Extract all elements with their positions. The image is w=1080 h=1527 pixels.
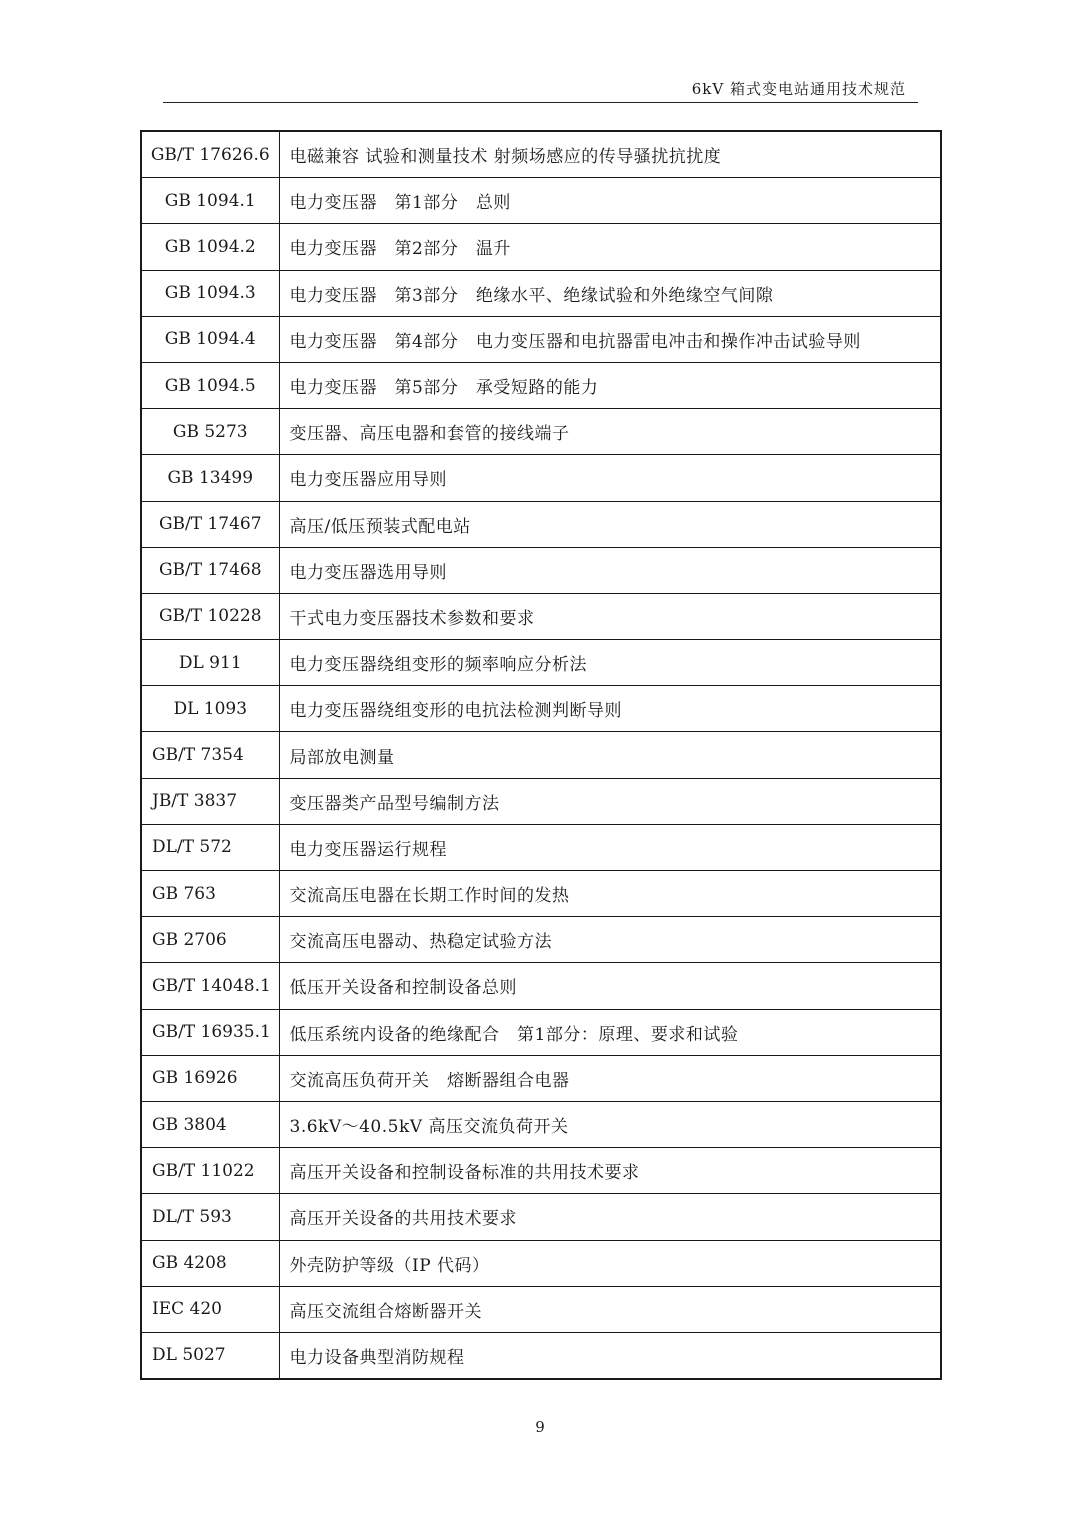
- table-row: [141, 316, 941, 362]
- page-header: [163, 74, 918, 103]
- standard-title: 电力变压器 第4部分 电力变压器和电抗器雷电冲击和操作冲击试验导则: [279, 316, 941, 362]
- standard-code: JB/T 3837: [141, 778, 279, 824]
- standard-title: 高压开关设备的共用技术要求: [279, 1194, 941, 1240]
- table-row: [141, 593, 941, 639]
- table-row: [141, 1148, 941, 1194]
- table-row: [141, 871, 941, 917]
- standard-code: IEC 420: [141, 1286, 279, 1332]
- standard-title: 电力设备典型消防规程: [279, 1332, 941, 1379]
- table-row: [141, 362, 941, 408]
- standard-code: GB 1094.4: [141, 316, 279, 362]
- standard-title: 电力变压器绕组变形的频率响应分析法: [279, 640, 941, 686]
- table-row: [141, 1009, 941, 1055]
- table-row: [141, 1055, 941, 1101]
- standard-code: GB 1094.1: [141, 178, 279, 224]
- standard-code: GB 5273: [141, 409, 279, 455]
- table-row: [141, 131, 941, 178]
- standard-code: GB/T 7354: [141, 732, 279, 778]
- standard-title: 变压器、高压电器和套管的接线端子: [279, 409, 941, 455]
- standard-title: 局部放电测量: [279, 732, 941, 778]
- standard-title: 干式电力变压器技术参数和要求: [279, 593, 941, 639]
- standard-title: 3.6kV～40.5kV 高压交流负荷开关: [279, 1101, 941, 1147]
- standard-code: GB/T 17626.6: [141, 131, 279, 178]
- standard-title: 高压开关设备和控制设备标准的共用技术要求: [279, 1148, 941, 1194]
- standard-title: 低压系统内设备的绝缘配合 第1部分：原理、要求和试验: [279, 1009, 941, 1055]
- standard-title: 电力变压器运行规程: [279, 824, 941, 870]
- standard-title: 交流高压电器动、热稳定试验方法: [279, 917, 941, 963]
- standard-code: GB 3804: [141, 1101, 279, 1147]
- table-row: [141, 455, 941, 501]
- standard-code: DL 911: [141, 640, 279, 686]
- standard-code: DL 5027: [141, 1332, 279, 1379]
- standard-code: DL 1093: [141, 686, 279, 732]
- standard-title: 高压交流组合熔断器开关: [279, 1286, 941, 1332]
- standard-title: 电力变压器选用导则: [279, 547, 941, 593]
- standard-code: GB 1094.5: [141, 362, 279, 408]
- standard-code: GB/T 17467: [141, 501, 279, 547]
- standard-code: GB 4208: [141, 1240, 279, 1286]
- table-row: [141, 270, 941, 316]
- standard-code: GB 1094.3: [141, 270, 279, 316]
- table-row: [141, 1286, 941, 1332]
- table-row: [141, 732, 941, 778]
- standard-title: 交流高压负荷开关 熔断器组合电器: [279, 1055, 941, 1101]
- standard-title: 电力变压器 第2部分 温升: [279, 224, 941, 270]
- standard-title: 电力变压器应用导则: [279, 455, 941, 501]
- standard-code: GB/T 10228: [141, 593, 279, 639]
- standard-title: 低压开关设备和控制设备总则: [279, 963, 941, 1009]
- table-row: [141, 224, 941, 270]
- standard-title: 高压/低压预装式配电站: [279, 501, 941, 547]
- table-row: [141, 686, 941, 732]
- standard-code: GB 13499: [141, 455, 279, 501]
- standard-title: 电力变压器绕组变形的电抗法检测判断导则: [279, 686, 941, 732]
- table-row: [141, 547, 941, 593]
- standard-title: 变压器类产品型号编制方法: [279, 778, 941, 824]
- page-number: 9: [535, 1418, 545, 1436]
- header-title: 6kV 箱式变电站通用技术规范: [691, 80, 906, 98]
- standard-code: GB 763: [141, 871, 279, 917]
- standard-code: GB/T 11022: [141, 1148, 279, 1194]
- standard-title: 外壳防护等级（IP 代码）: [279, 1240, 941, 1286]
- standards-table-body: [141, 131, 941, 1379]
- table-row: [141, 963, 941, 1009]
- table-row: [141, 178, 941, 224]
- standards-table: [140, 130, 942, 1380]
- standard-code: GB 1094.2: [141, 224, 279, 270]
- standard-title: 电力变压器 第3部分 绝缘水平、绝缘试验和外绝缘空气间隙: [279, 270, 941, 316]
- table-row: [141, 409, 941, 455]
- standard-code: GB 2706: [141, 917, 279, 963]
- standard-title: 电力变压器 第1部分 总则: [279, 178, 941, 224]
- table-row: [141, 1101, 941, 1147]
- table-row: [141, 1194, 941, 1240]
- table-row: [141, 917, 941, 963]
- standard-code: GB/T 17468: [141, 547, 279, 593]
- table-row: [141, 1240, 941, 1286]
- standard-title: 电力变压器 第5部分 承受短路的能力: [279, 362, 941, 408]
- table-row: [141, 778, 941, 824]
- table-row: [141, 640, 941, 686]
- standard-code: GB/T 16935.1: [141, 1009, 279, 1055]
- standard-title: 交流高压电器在长期工作时间的发热: [279, 871, 941, 917]
- table-row: [141, 824, 941, 870]
- standard-code: GB/T 14048.1: [141, 963, 279, 1009]
- table-row: [141, 501, 941, 547]
- table-row: [141, 1332, 941, 1379]
- standard-code: DL/T 593: [141, 1194, 279, 1240]
- standard-code: GB 16926: [141, 1055, 279, 1101]
- standard-code: DL/T 572: [141, 824, 279, 870]
- standard-title: 电磁兼容 试验和测量技术 射频场感应的传导骚扰抗扰度: [279, 131, 941, 178]
